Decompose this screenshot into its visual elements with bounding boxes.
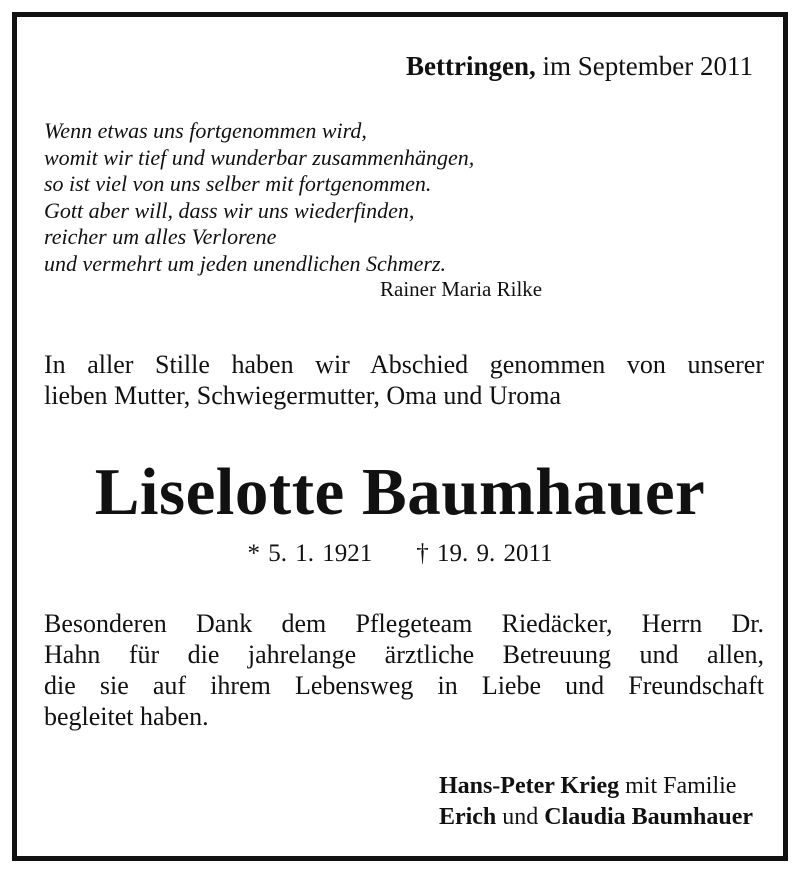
date: im September 2011 (542, 51, 753, 81)
place-date-line (406, 51, 753, 82)
signer-suffix: mit Familie (625, 773, 737, 799)
signer-name: Claudia Baumhauer (544, 804, 753, 830)
poem-line: womit wir tief und wunderbar zusammenhängen, (44, 144, 475, 170)
signer-conjunction: und (502, 804, 539, 830)
place: Bettringen, (406, 51, 536, 81)
thanks-line: begleitet haben. (44, 702, 209, 731)
poem (44, 118, 474, 277)
poem-author: Rainer Maria Rilke (380, 277, 543, 301)
thanks-line: Besonderen Dank dem Pflegeteam Riedäcker, Herrn Dr. (44, 609, 764, 638)
signer-name: Hans-Peter Krieg (438, 773, 620, 799)
thanks-line: die sie auf ihrem Lebensweg in Liebe und Freundschaft (44, 671, 764, 700)
thanks-line: Hahn für die jahrelange ärztliche Betreuung und allen, (44, 640, 764, 669)
birth-date: * 5. 1. 1921 (247, 540, 373, 567)
poem-line: so ist viel von uns selber mit fortgenommen. (44, 171, 432, 196)
poem-line: reicher um alles Verlorene (44, 224, 277, 249)
thanks-text (44, 608, 764, 732)
death-date: † 19. 9. 2011 (416, 540, 553, 567)
intro-line: lieben Mutter, Schwiegermutter, Oma und Uroma (44, 381, 562, 410)
deceased-name: Liselotte Baumhauer (94, 455, 706, 529)
signature-line (439, 771, 753, 802)
poem-line: Wenn etwas uns fortgenommen wird, (44, 118, 367, 143)
poem-line: und vermehrt um jeden unendlichen Schmerz. (44, 250, 447, 276)
obituary-notice (12, 12, 788, 861)
signature-line (439, 802, 753, 833)
signer-name: Erich (438, 804, 497, 830)
life-dates (17, 540, 783, 568)
poem-line: Gott aber will, dass wir uns wiederfinden, (44, 197, 415, 223)
intro-line: In aller Stille haben wir Abschied genommen von unserer (44, 350, 764, 379)
intro-text (44, 349, 764, 411)
signatures (439, 771, 753, 833)
